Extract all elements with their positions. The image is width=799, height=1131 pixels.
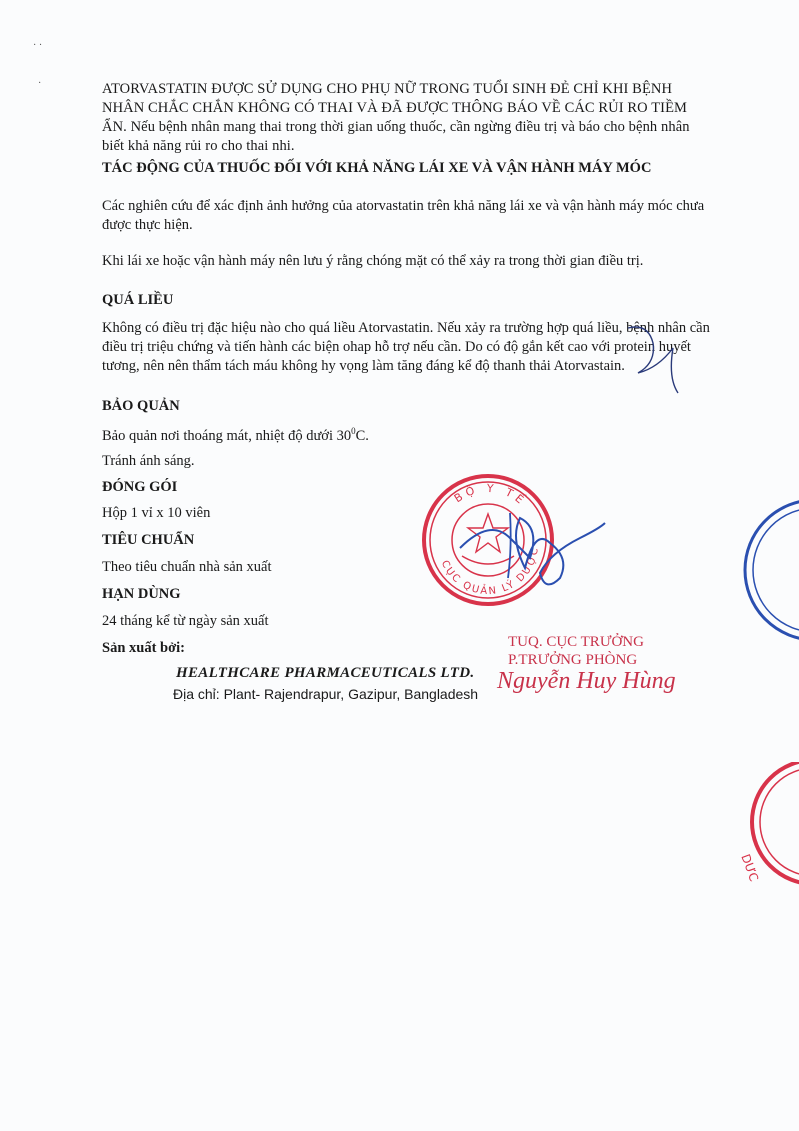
storage-line-1 — [102, 426, 369, 445]
standard-heading: TIÊU CHUẨN — [102, 532, 195, 548]
pregnancy-warning-paragraph: ATORVASTATIN ĐƯỢC SỬ DỤNG CHO PHỤ NỮ TRONG TUỔI SINH ĐẺ CHỈ KHI BỆNH NHÂN CHẮC CHẮN KHÔNG CÓ THAI VÀ ĐÃ ĐƯỢC THÔNG BÁO VỀ CÁC RỦI RO TIỀM ẨN. Nếu bệnh nhân mang thai trong thời gian uống thuốc, cần ngừng điều trị và báo cho bệnh nhân biết khả năng rủi ro cho thai nhi. — [102, 81, 690, 154]
handwritten-signature — [450, 498, 610, 598]
storage-heading: BẢO QUẢN — [102, 398, 180, 414]
manufacturer-name: HEALTHCARE PHARMACEUTICALS LTD. — [176, 665, 475, 681]
storage-line-1-text: Bảo quản nơi thoáng mát, nhiệt độ dưới 30 — [102, 427, 352, 444]
driving-paragraph-1: Các nghiên cứu để xác định ảnh hưởng của atorvastatin trên khả năng lái xe và vận hành máy móc chưa được thực hiện. — [102, 198, 705, 233]
signatory-name: Nguyễn Huy Hùng — [497, 668, 676, 694]
storage-line-2: Tránh ánh sáng. — [102, 453, 195, 469]
signatory-title-2: P.TRƯỞNG PHÒNG — [508, 652, 638, 668]
storage-line-1-unit: C. — [355, 427, 369, 444]
manufacturer-address: Địa chỉ: Plant- Rajendrapur, Gazipur, Bangladesh — [173, 686, 479, 702]
partial-red-stamp — [724, 762, 799, 892]
partial-company-stamp — [735, 490, 799, 650]
degree-superscript: 0 — [351, 426, 356, 436]
stamp-bottom-text: CỤC QUẢN LÝ DƯỢC — [438, 545, 542, 598]
signatory-title-1: TUQ. CỤC TRƯỞNG — [508, 634, 644, 650]
scan-speck: · — [38, 78, 42, 89]
driving-heading: TÁC ĐỘNG CỦA THUỐC ĐỐI VỚI KHẢ NĂNG LÁI XE VÀ VẬN HÀNH MÁY MÓC — [102, 160, 652, 176]
overdose-heading: QUÁ LIỀU — [102, 292, 174, 308]
stamp-top-text: BỘ Y TẾ — [451, 481, 530, 509]
packaging-heading: ĐÓNG GÓI — [102, 479, 178, 495]
standard-text: Theo tiêu chuẩn nhà sản xuất — [102, 559, 272, 575]
manufacturer-label: Sản xuất bởi: — [102, 640, 185, 656]
scan-speck: · · — [33, 40, 43, 51]
expiry-text: 24 tháng kể từ ngày sản xuất — [102, 613, 269, 629]
expiry-heading: HẠN DÙNG — [102, 586, 181, 602]
packaging-text: Hộp 1 vỉ x 10 viên — [102, 505, 211, 521]
driving-paragraph-2: Khi lái xe hoặc vận hành máy nên lưu ý rằng chóng mặt có thể xảy ra trong thời gian điều trị. — [102, 253, 644, 269]
margin-initial — [618, 318, 688, 398]
partial-red-stamp-text: DƯC — [738, 852, 762, 884]
overdose-paragraph: Không có điều trị đặc hiệu nào cho quá liều Atorvastatin. Nếu xảy ra trường hợp quá liều, bệnh nhân cần điều trị triệu chứng và tiến hành các biện ohap hỗ trợ nếu cần. Do có độ gắn kết cao với protein huyết tương, nên nên thẩm tách máu không hy vọng làm tăng đáng kể độ thanh thải Atorvastain. — [102, 320, 710, 374]
